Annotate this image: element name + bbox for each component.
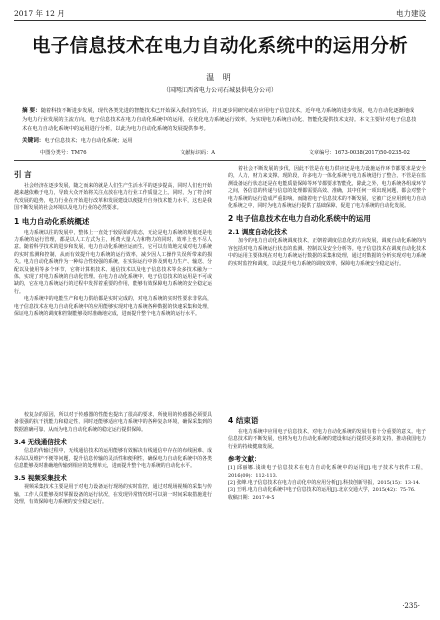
meta-rule [14,160,426,161]
subsection-3-4-heading: 3.4 无线通信技术 [14,438,67,447]
abstract-label: 摘 要： [22,108,41,114]
paragraph: 视频采集技术主要是用于对电力设备运行现场的实时监控，通过对现场视频的采集与传输，工作人员能够及时掌握设备的运行状况，在发现异常情况时可以第一时间采取措施进行处理，有效保障电力系统的安全稳定运行。 [14,484,212,506]
paragraph: 着社会不断发展的步伐，因此不管是在电力供应还是电力设施运作环节都要求是安全的，人力，财力来支撑。现阶段，许多电力一体化系统与电力系统进行了整合，不管是在监测设备运行状态还是在电能质量保障等环节都要求智能化，除此之外，电力系统各组成环节之间，各信息的传递与信息的处理都需要高效、准确，其中任何一项出现问题，都会对整个电力系统的运行造成严重影响。而随着电子信息技术的不断发展，它被广泛应用到电力自动化系统之中，同时为电力系统运行提供了基础保障，促进了电力系统的自动化发展。 [228,166,426,210]
references-heading: 参考文献： [228,455,261,464]
lower-body [14,412,426,507]
subsection-3-5-heading: 3.5 视频采集技术 [14,474,67,483]
paragraph: 电力系统中的电能生产和电力供给都是实时完成的，对电力系统的实时性要求非常高，电子信息技术在电力自动化系统中的应用能够实现对电力系统各种数据的快速采集和处理，保证电力系统的调度和控制能够及时准确地完成，进而提升整个电力系统的运行水平。 [14,296,212,318]
paragraph: 社会经济在逐步发展，随之而来的就是人们生产生活水平的逐步提高，同时人们也开始越来越依赖于电力，导致大众开始将关注点放在电力行业工作质量之上。同时，为了符合时代发展的趋势，电力行业在开始进行改革和发展建设以便提升自身技术能力水平，这也是我国不断发展的社会环境以及电力行业的必然要求。 [14,183,212,212]
paragraph: 电力系统以往的发展中，整体上一直处于较原始的状态，无论是电力系统的规划还是电力系统的运行管理，都是以人工方式为主，耗费大量人力和物力的同时，效率上也不尽人意。随着科学技术的进步和发展，电力自动化系统应运而生，它可以有效地完成对电力系统的实时监测和控制，从而有效提升电力系统的运行效率，减少因人工操作失误所带来的损失。电力自动化系统作为一种综合性较强的系统，在实际运行中涉及到电力生产、输送、分配以及使用等多个环节，它将计算机技术、通信技术以及电子信息技术等众多技术融为一体，实现了对电力系统的自动化管理。在电力自动化系统中，电子信息技术的运用是不可或缺的，它在电力系统运行的过程中发挥着重要的作用，能够有效保障电力系统的安全稳定运行。 [14,229,212,295]
section-intro-heading: 引 言 [14,170,32,179]
page-number: ·235· [402,602,420,610]
reference-item: [2] 张峰.电子信息技术在电力自动化中的应用分析[J].科技创新导报，2015(15)：13-14. [228,480,421,487]
running-header [14,6,426,20]
header-journal: 电力建设 [396,8,426,18]
paragraph: 在电力系统中应用电子信息技术，对电力自动化系统的发展有着十分重要的意义。电子信息技术的不断发展，也将为电力自动化系统的建设和运行提供更多的支持，推动我国电力行业的持续健康发展。 [228,429,426,450]
article-title: 电子信息技术在电力自动化系统中的运用分析 [31,36,408,57]
right-column [228,166,426,268]
section-4-heading: 4 结束语 [228,416,259,425]
reference-item: [3] 王明.电力自动化系统中电子信息技术的运用[J].北京交通大学，2015(42)：75-76. [228,487,416,494]
reference-item: [1] 邱丽娜.浅谈电子信息技术在电力自动化系统中的运用[J].电子技术与软件工程，2016(09)：112-113. [228,465,426,479]
subsection-2-1-heading: 2.1 调度自动化技术 [228,228,288,237]
paragraph: 加今的电力自动化系统调度技术，正朝着调度信息化的方向发展，调度自动化系统的内容包括对电力系统运行状态的监测、控制以及安全分析等。电子信息技术在调度自动化技术中的运用主要体现在对电力系统运行数据的采集和处理，通过对数据的分析实现对电力系统的实时监控和调度，以此提升电力系统的调度效率，保障电力系统安全稳定运行。 [228,238,426,267]
article-meta [40,149,410,156]
abstract [22,107,418,134]
paragraph: 校复杂的原因，所以对于传感器的性能也提出了很高的要求，所使用的传感器必须要具备很强的抗干扰能力和稳定性，同时还能够适应电力系统中的各种复杂环境，确保采集到的数据准确可靠，从而为电力自动化系统的稳定运行提供保障。 [14,412,212,433]
received-date: 收稿日期：2017-9-5 [228,494,275,501]
affiliation: （国网江西省电力公司石城县供电分公司） [162,87,277,94]
section-1-heading: 1 电力自动化系统概述 [14,216,90,226]
left-column [14,166,212,319]
lower-right-column [228,412,426,507]
abstract-text: 随着科技不断进步发展，现代各类先进的智能技术已开始深入我们的生活，并且逐步同研究或在应用电子信息技术，近年电力系统的进步发展，电力自动化逐渐地成为电力行业发展的主流方向。电子信息技术在电力自动化系统中的运用，在优化电力系统运行效率，为实现电力系统自动化、智能化提供技术支持。本文主要针对电子信息技术在电力自动化系统中的运用进行分析，以此为电力自动化系统的发展提供参考。 [22,108,417,132]
keywords [22,136,418,144]
article-number: 文章编号：1673-0038(2017)50-0235-02 [308,150,410,156]
paragraph: 信息的传输过程中，无线通信技术的运用能够有效解决有线通信中存在的布线困难、成本高以及维护不便等问题，提升信息传输的灵活性和便利性，确保电力自动化系统中的各类信息能够及时准确地传输到相应的处理单元，进而提升整个电力系统的自动化水平。 [14,448,212,470]
lower-left-column [14,412,212,507]
keywords-label: 关键词： [22,138,45,144]
header-rule [14,20,426,21]
clc-number: 中图分类号：TM76 [40,150,87,156]
header-date: 2017 年 12 月 [14,8,65,18]
doc-code: 文献标识码：A [180,150,216,156]
section-2-heading: 2 电子信息技术在电力自动化系统中的运用 [228,214,371,224]
keywords-text: 电子信息技术；电力自动化系统；运用 [44,138,133,144]
author: 温 明 [206,73,234,82]
